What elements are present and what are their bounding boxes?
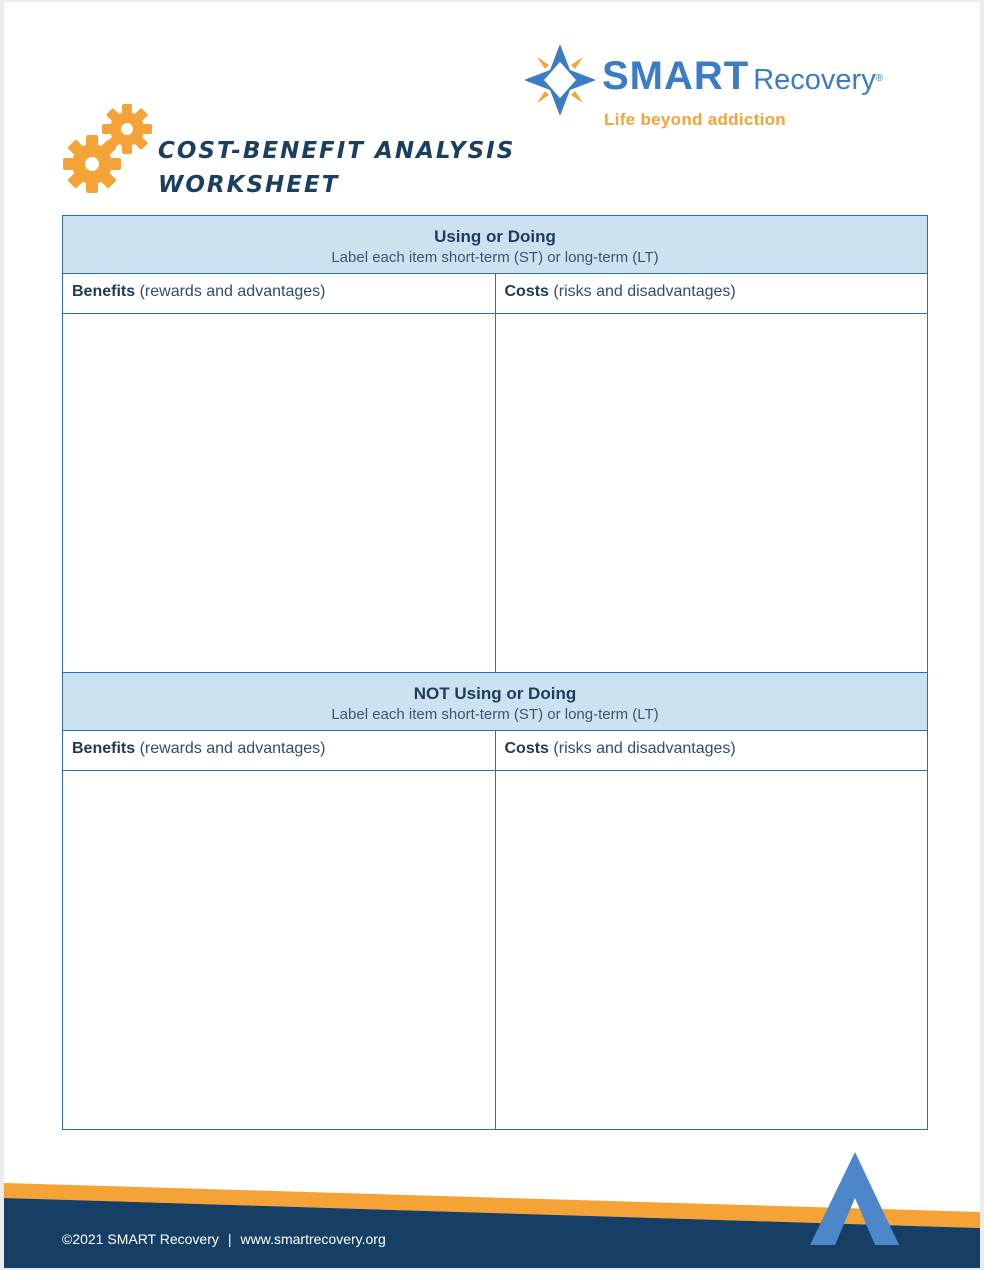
page-title-line-2: WORKSHEET bbox=[158, 172, 340, 198]
footer-text bbox=[62, 1231, 386, 1247]
benefits-label bbox=[63, 274, 495, 313]
footer-separator: | bbox=[227, 1231, 232, 1247]
brand-tagline: Life beyond addiction bbox=[604, 110, 786, 129]
costs-label-text: Costs bbox=[504, 283, 549, 300]
section-title: Using or Doing bbox=[434, 227, 556, 246]
section-instructions: Label each item short-term (ST) or long-term (LT) bbox=[331, 706, 659, 723]
costs-hint: (risks and disadvantages) bbox=[553, 283, 736, 300]
section-header-using bbox=[63, 216, 927, 274]
benefits-label bbox=[63, 731, 495, 770]
smart-recovery-star-logo-icon bbox=[524, 44, 596, 116]
entry-row-not-using bbox=[63, 771, 927, 1129]
worksheet-page bbox=[4, 2, 980, 1268]
costs-label bbox=[495, 274, 928, 313]
using-benefits-entry-area[interactable] bbox=[63, 314, 495, 672]
not-using-costs-entry-area[interactable] bbox=[495, 771, 928, 1129]
gears-icon bbox=[60, 102, 156, 196]
benefits-label-text: Benefits bbox=[72, 740, 136, 757]
section-title: NOT Using or Doing bbox=[413, 684, 577, 703]
benefits-hint: (rewards and advantages) bbox=[139, 740, 326, 757]
footer-website-link[interactable]: www.smartrecovery.org bbox=[240, 1231, 386, 1247]
section-header-not-using bbox=[63, 673, 927, 731]
section-instructions: Label each item short-term (ST) or long-term (LT) bbox=[331, 249, 659, 266]
using-costs-entry-area[interactable] bbox=[495, 314, 928, 672]
benefits-hint: (rewards and advantages) bbox=[139, 283, 326, 300]
column-labels-row bbox=[63, 731, 927, 771]
costs-label bbox=[495, 731, 928, 770]
brand-wordmark bbox=[602, 54, 884, 99]
not-using-benefits-entry-area[interactable] bbox=[63, 771, 495, 1129]
entry-row-using bbox=[63, 314, 927, 673]
brand-name: SMART bbox=[602, 54, 750, 98]
registered-mark: ® bbox=[875, 72, 885, 84]
brand-suffix: Recovery bbox=[753, 64, 876, 96]
page-title bbox=[158, 134, 515, 202]
costs-label-text: Costs bbox=[504, 740, 549, 757]
column-labels-row bbox=[63, 274, 927, 314]
costs-hint: (risks and disadvantages) bbox=[553, 740, 736, 757]
benefits-label-text: Benefits bbox=[72, 283, 136, 300]
footer-band bbox=[4, 1152, 980, 1268]
page-title-line-1: COST-BENEFIT ANALYSIS bbox=[158, 138, 516, 164]
footer-copyright: ©2021 SMART Recovery bbox=[62, 1231, 219, 1247]
cost-benefit-table bbox=[62, 215, 928, 1130]
